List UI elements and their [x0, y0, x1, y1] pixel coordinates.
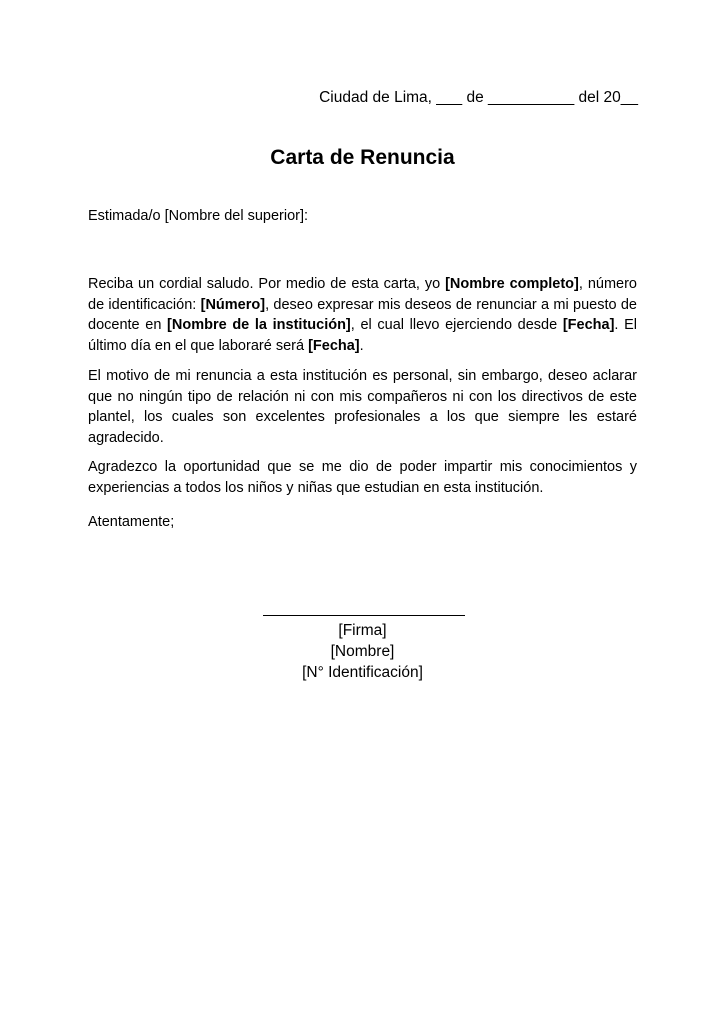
paragraph-text: . El último día en el que laboraré será	[88, 317, 637, 354]
placeholder-id-number: [Número]	[200, 296, 266, 313]
page-title: Carta de Renuncia	[270, 146, 455, 169]
placeholder-last-day-date: [Fecha]	[308, 337, 360, 354]
signature-block	[0, 620, 725, 683]
placeholder-institution-name: [Nombre de la institución]	[167, 317, 351, 333]
placeholder-full-name: [Nombre completo]	[445, 276, 579, 292]
signature-nombre: [Nombre]	[330, 643, 395, 660]
paragraph-text: , deseo expresar mis deseos de renunciar a mi puesto de docente en	[88, 296, 637, 333]
signature-line	[263, 615, 465, 616]
paragraph-gratitude: Agradezco la oportunidad que se me dio de poder impartir mis conocimientos y experiencias a todos los niños y niñas que estudian en esta institución.	[88, 459, 637, 496]
paragraph-text: .	[359, 337, 364, 354]
salutation: Estimada/o [Nombre del superior]:	[88, 208, 309, 224]
signature-identificacion: [N° Identificación]	[302, 664, 423, 681]
date-line: Ciudad de Lima, ___ de __________ del 20__	[319, 89, 638, 106]
paragraph-text: , número de identificación:	[88, 276, 637, 313]
placeholder-start-date: [Fecha]	[562, 317, 615, 333]
closing: Atentamente;	[88, 514, 175, 530]
paragraph-resignation-statement	[88, 274, 637, 356]
paragraph-text: Reciba un cordial saludo. Por medio de esta carta, yo	[88, 276, 446, 292]
paragraph-reason: El motivo de mi renuncia a esta institución es personal, sin embargo, deseo aclarar que no ningún tipo de relación ni con mis compañeros ni con los directivos de este plantel, los cuales son excelentes profesionales a los que siempre les estaré agradecido.	[88, 368, 637, 446]
signature-firma: [Firma]	[338, 622, 387, 639]
paragraph-text: , el cual llevo ejerciendo desde	[350, 317, 563, 333]
